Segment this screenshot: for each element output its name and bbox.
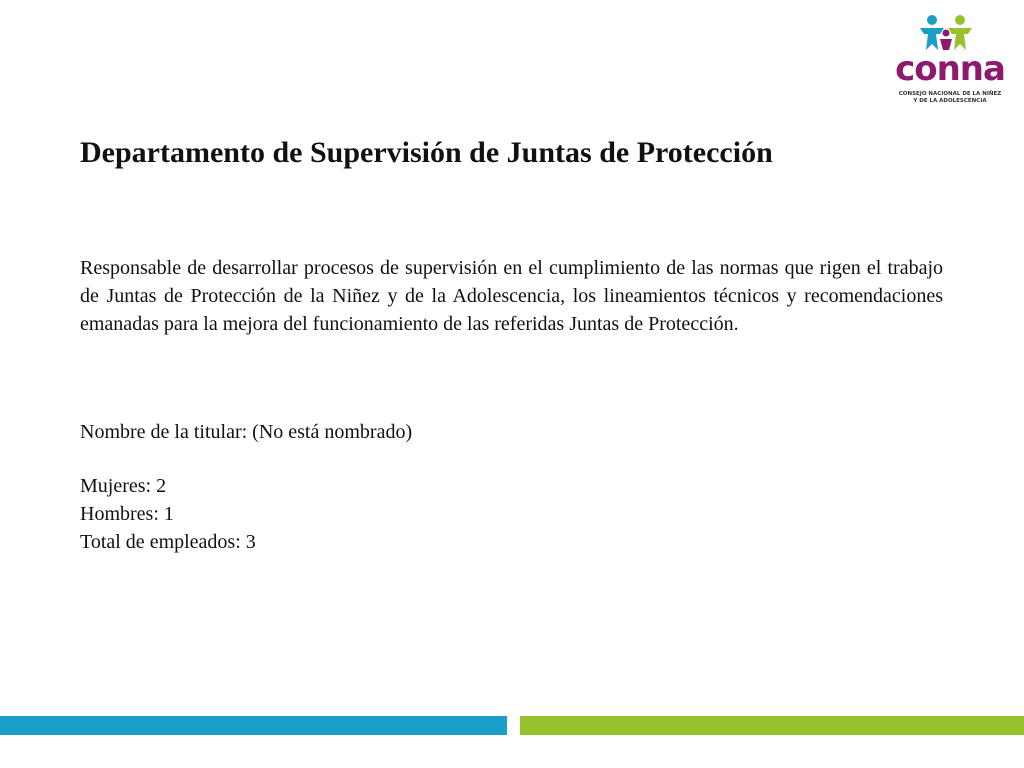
- children-figures-icon: [918, 14, 982, 54]
- conna-logo: [888, 14, 1012, 114]
- logo-subtitle-line1: CONSEJO NACIONAL DE LA NIÑEZ: [898, 91, 1002, 97]
- titular-name: Nombre de la titular: (No está nombrado): [80, 421, 413, 443]
- footer-bar-green: [520, 716, 1024, 735]
- men-count: Hombres: 1: [80, 503, 174, 525]
- logo-wordmark: conna: [895, 49, 1005, 89]
- slide-title: Departamento de Supervisión de Juntas de Protección: [80, 136, 773, 169]
- footer-bar-blue: [0, 716, 507, 735]
- total-employees: Total de empleados: 3: [80, 531, 256, 553]
- logo-subtitle-line2: Y DE LA ADOLESCENCIA: [913, 98, 987, 104]
- department-description: Responsable de desarrollar procesos de supervisión en el cumplimiento de las normas que rigen el trabajo de Juntas de Protección de la Niñez y de la Adolescencia, los lineamientos técnicos y recomendaciones emanadas para la mejora del funcionamiento de las referidas Juntas de Protección.: [80, 257, 943, 335]
- women-count: Mujeres: 2: [80, 475, 167, 497]
